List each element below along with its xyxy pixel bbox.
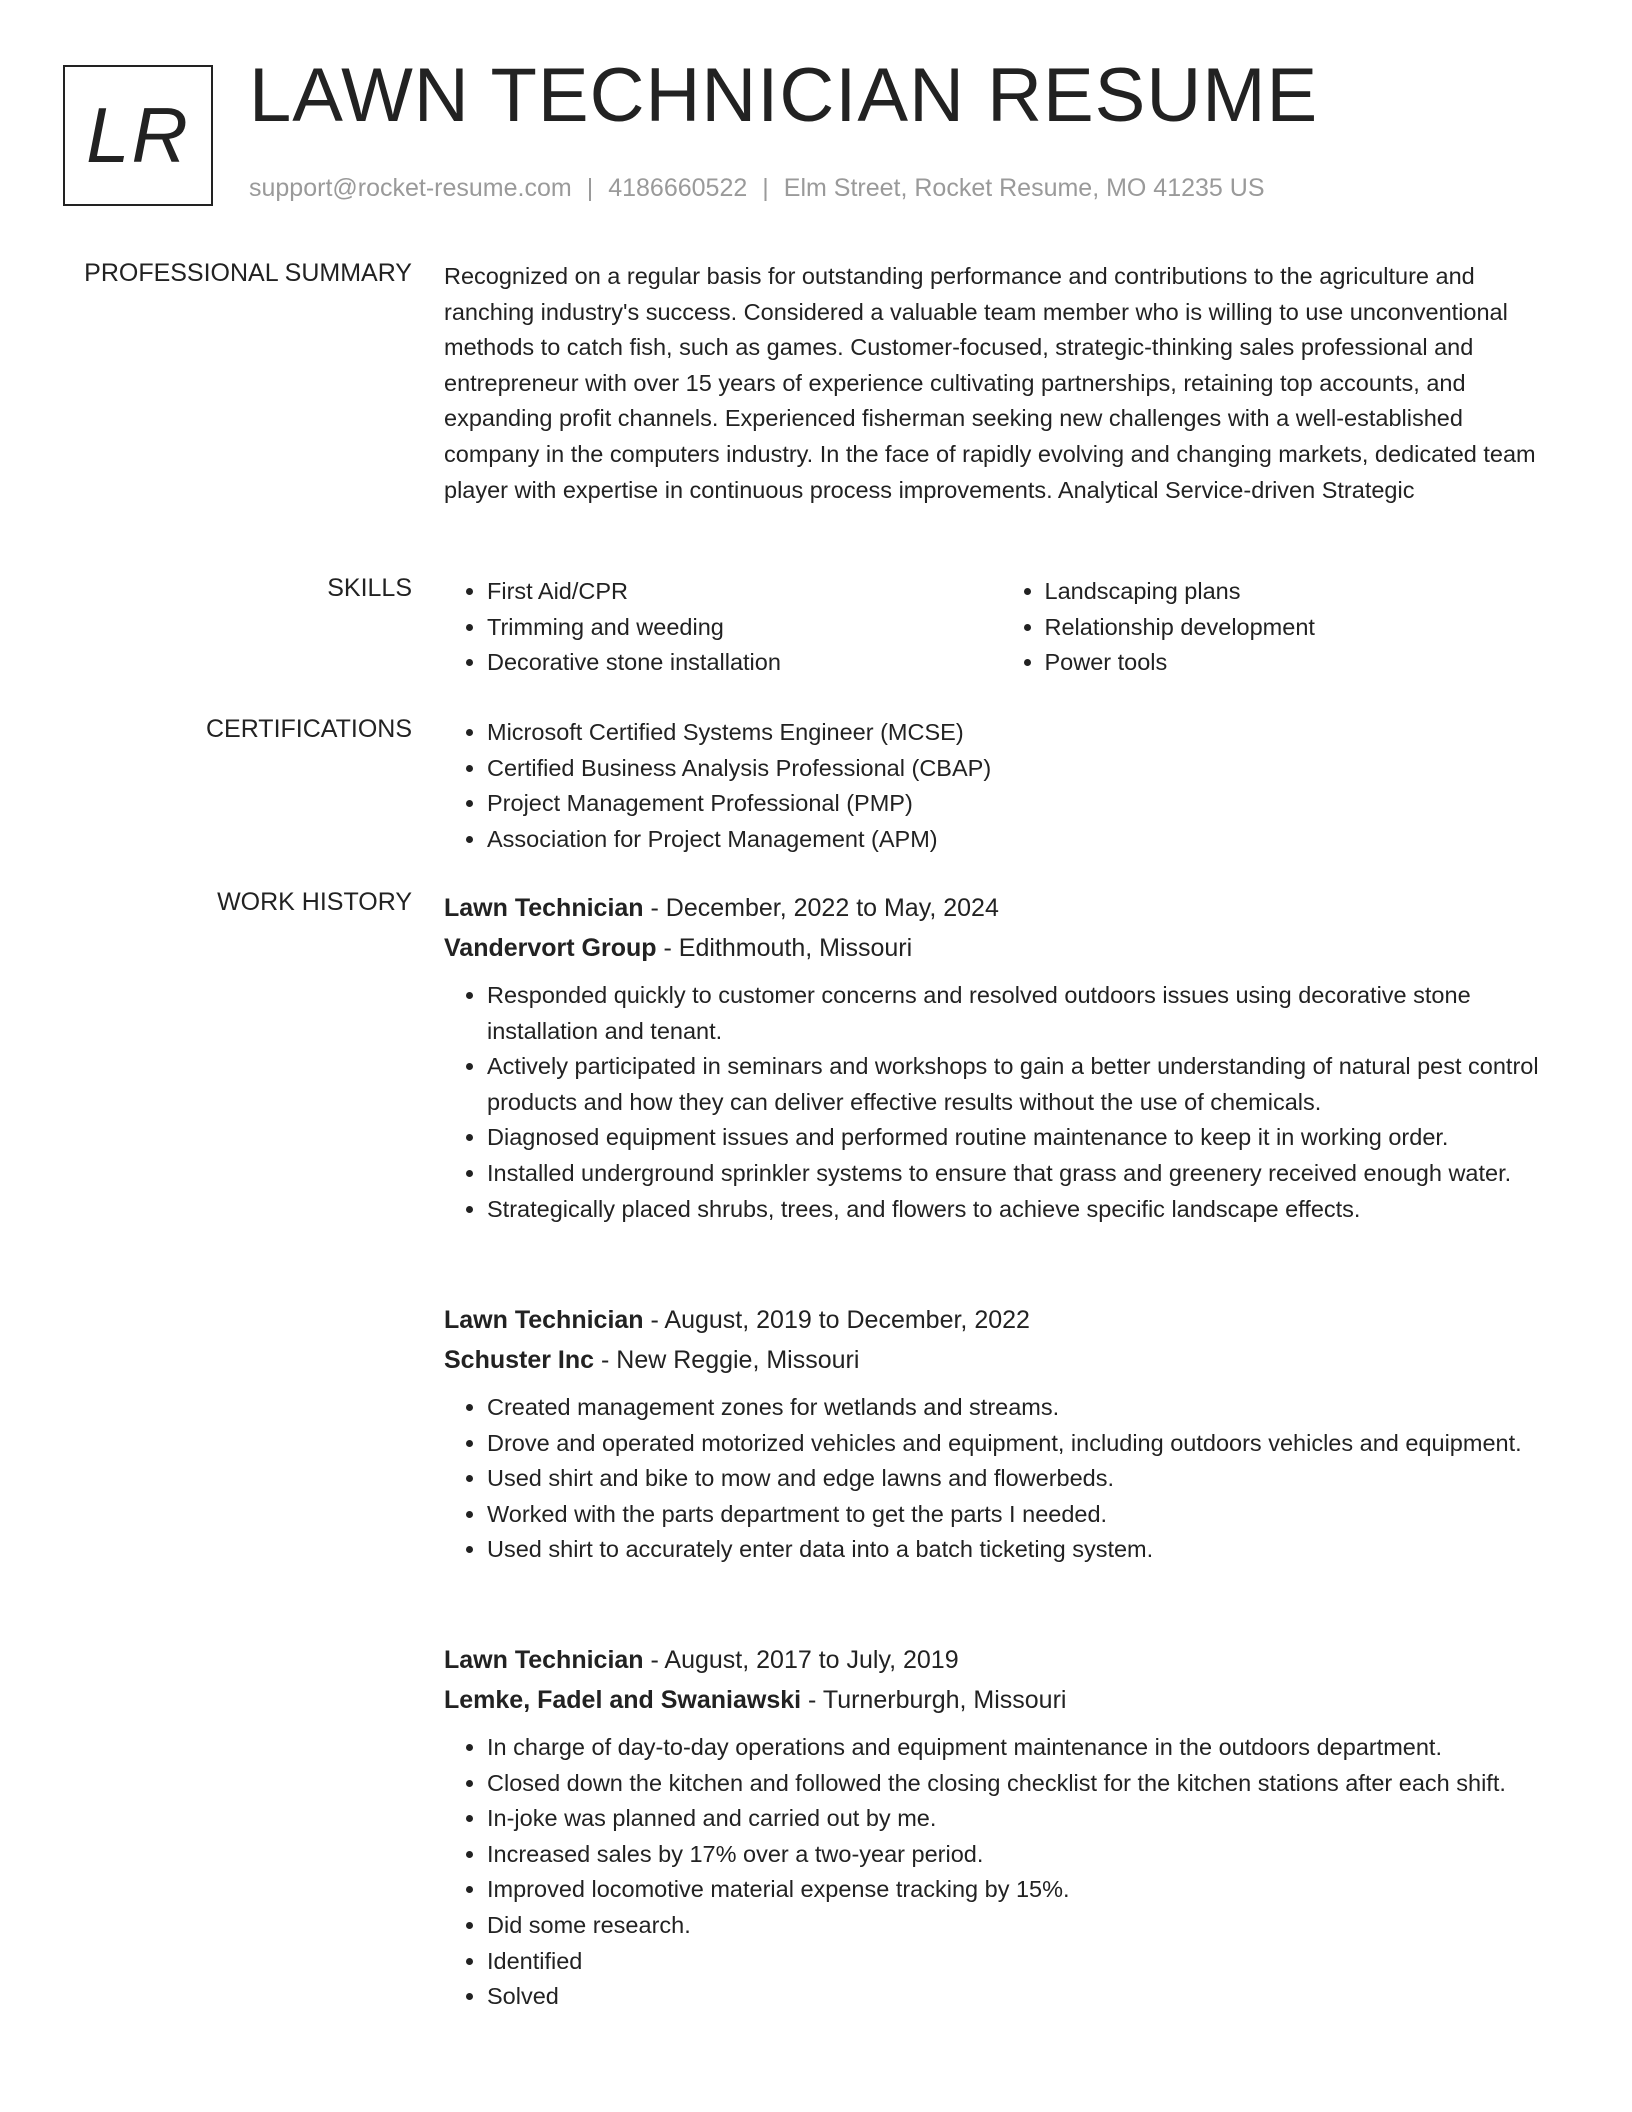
job-dates: - August, 2017 to July, 2019 bbox=[643, 1646, 959, 1674]
job-bullet: • Actively participated in seminars and workshops to gain a better understanding of natural pest control products and how they can deliver effective results without the use of chemicals. bbox=[487, 1049, 1559, 1120]
certifications-label: CERTIFICATIONS bbox=[205, 715, 412, 743]
job-bullet: • Strategically placed shrubs, trees, and flowers to achieve specific landscape effects. bbox=[487, 1192, 1559, 1228]
job-bullet: • Responded quickly to customer concerns and resolved outdoors issues using decorative stone installation and tenant. bbox=[487, 978, 1559, 1049]
job-bullet: • Did some research. bbox=[487, 1908, 1559, 1944]
job-location: - New Reggie, Missouri bbox=[594, 1346, 860, 1374]
contact-address: Elm Street, Rocket Resume, MO 41235 US bbox=[783, 174, 1265, 202]
skill-item: • Decorative stone installation bbox=[487, 645, 1002, 681]
skill-item: • Relationship development bbox=[1045, 610, 1560, 646]
job-company-line bbox=[444, 1340, 1559, 1380]
certification-item: • Association for Project Management (APM) bbox=[487, 822, 1559, 858]
job-title-line bbox=[444, 1300, 1559, 1340]
job-bullets bbox=[444, 1390, 1559, 1568]
job-entry bbox=[444, 1640, 1559, 2015]
contact-separator: | bbox=[586, 174, 594, 202]
certification-item: • Microsoft Certified Systems Engineer (MCSE) bbox=[487, 715, 1559, 751]
job-company-line bbox=[444, 928, 1559, 968]
job-company: Vandervort Group bbox=[444, 934, 657, 962]
job-entry bbox=[444, 888, 1559, 1227]
summary-content bbox=[444, 259, 1559, 508]
skill-item: • Landscaping plans bbox=[1045, 574, 1560, 610]
job-title: Lawn Technician bbox=[444, 1646, 644, 1674]
job-dates: - August, 2019 to December, 2022 bbox=[643, 1306, 1030, 1334]
job-bullet: • Increased sales by 17% over a two-year period. bbox=[487, 1837, 1559, 1873]
job-bullet: • Installed underground sprinkler systems to ensure that grass and greenery received enough water. bbox=[487, 1156, 1559, 1192]
job-entry bbox=[444, 1300, 1559, 1568]
job-bullet: • In-joke was planned and carried out by me. bbox=[487, 1801, 1559, 1837]
job-bullet: • Worked with the parts department to get the parts I needed. bbox=[487, 1497, 1559, 1533]
certifications-content bbox=[444, 715, 1559, 857]
certifications-list bbox=[444, 715, 1559, 857]
skills-list-right bbox=[1002, 574, 1560, 681]
job-title-line bbox=[444, 888, 1559, 928]
job-bullets bbox=[444, 1730, 1559, 2015]
job-company-line bbox=[444, 1680, 1559, 1720]
contact-separator: | bbox=[762, 174, 769, 202]
job-title-line bbox=[444, 1640, 1559, 1680]
resume-title: LAWN TECHNICIAN RESUME bbox=[249, 53, 1319, 138]
contact-email: support@rocket-resume.com bbox=[249, 174, 572, 202]
job-bullet: • Identified bbox=[487, 1944, 1559, 1980]
work-label: WORK HISTORY bbox=[217, 888, 412, 916]
job-bullet: • Closed down the kitchen and followed the closing checklist for the kitchen stations after each shift. bbox=[487, 1766, 1559, 1802]
certification-item: • Project Management Professional (PMP) bbox=[487, 786, 1559, 822]
job-bullets bbox=[444, 978, 1559, 1227]
job-dates: - December, 2022 to May, 2024 bbox=[643, 894, 999, 922]
skill-item: • Trimming and weeding bbox=[487, 610, 1002, 646]
summary-label: PROFESSIONAL SUMMARY bbox=[84, 259, 412, 287]
job-bullet: • Improved locomotive material expense tracking by 15%. bbox=[487, 1872, 1559, 1908]
job-location: - Edithmouth, Missouri bbox=[656, 934, 913, 962]
contact-line bbox=[249, 176, 1265, 201]
skills-content bbox=[444, 574, 1559, 681]
job-title: Lawn Technician bbox=[444, 1306, 644, 1334]
job-bullet: • Created management zones for wetlands and streams. bbox=[487, 1390, 1559, 1426]
job-bullet: • Used shirt to accurately enter data into a batch ticketing system. bbox=[487, 1532, 1559, 1568]
job-location: - Turnerburgh, Missouri bbox=[801, 1686, 1067, 1714]
job-company: Lemke, Fadel and Swaniawski bbox=[444, 1686, 802, 1714]
skill-item: • Power tools bbox=[1045, 645, 1560, 681]
certification-item: • Certified Business Analysis Professional (CBAP) bbox=[487, 751, 1559, 787]
contact-phone: 4186660522 bbox=[608, 174, 748, 202]
job-company: Schuster Inc bbox=[444, 1346, 595, 1374]
job-bullet: • Drove and operated motorized vehicles and equipment, including outdoors vehicles and equipment. bbox=[487, 1426, 1559, 1462]
summary-text: Recognized on a regular basis for outstanding performance and contributions to the agriculture and ranching industry's success. Considered a valuable team member who is willing to use unconventional methods to catch fish, such as games. Customer-focused, strategic-thinking sales professional and entrepreneur with over 15 years of experience cultivating partnerships, retaining top accounts, and expanding profit channels. Experienced fisherman seeking new challenges with a well-established company in the computers industry. In the face of rapidly evolving and changing markets, dedicated team player with expertise in continuous process improvements. Analytical Service-driven Strategic bbox=[444, 263, 1536, 503]
skill-item: • First Aid/CPR bbox=[487, 574, 1002, 610]
job-bullet: • Diagnosed equipment issues and performed routine maintenance to keep it in working order. bbox=[487, 1120, 1559, 1156]
job-title: Lawn Technician bbox=[444, 894, 644, 922]
skills-label: SKILLS bbox=[327, 574, 412, 602]
monogram-logo: LR bbox=[63, 65, 213, 206]
job-bullet: • Used shirt and bike to mow and edge lawns and flowerbeds. bbox=[487, 1461, 1559, 1497]
job-bullet: • Solved bbox=[487, 1979, 1559, 2015]
skills-list-left bbox=[444, 574, 1002, 681]
job-bullet: • In charge of day-to-day operations and equipment maintenance in the outdoors department. bbox=[487, 1730, 1559, 1766]
